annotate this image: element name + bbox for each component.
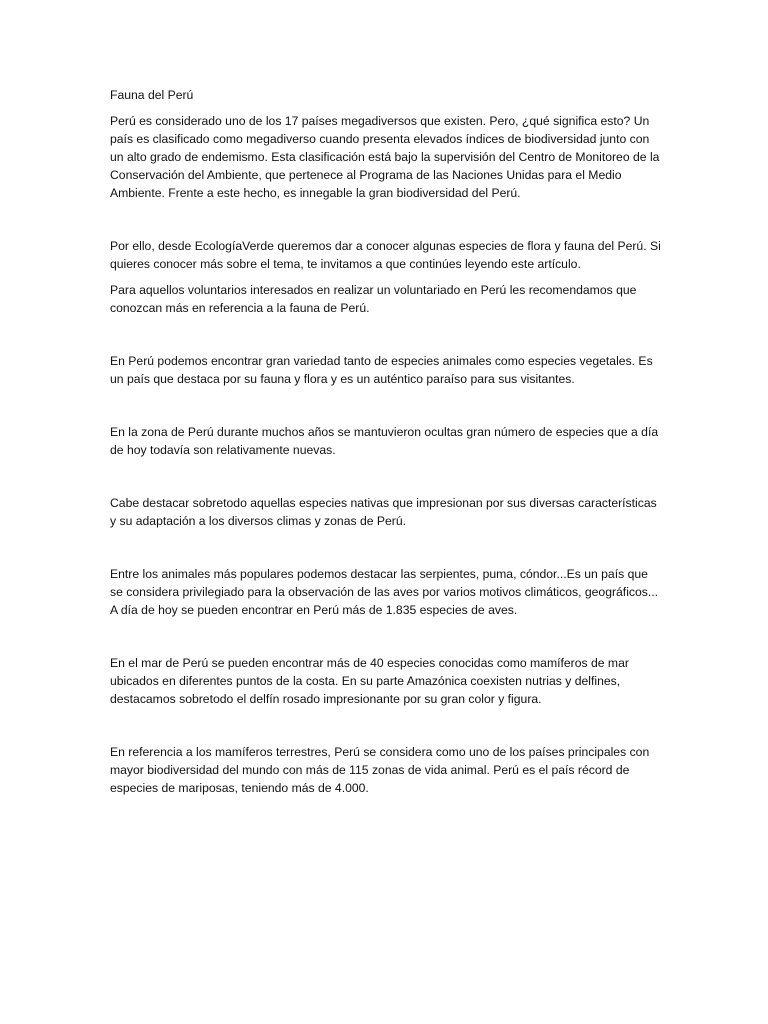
paragraph-native-species: Cabe destacar sobretodo aquellas especies nativas que impresionan por sus diversas características y su adaptación a los diversos climas y zonas de Perú. (110, 496, 657, 528)
paragraph-ecologiaverde: Por ello, desde EcologíaVerde queremos dar a conocer algunas especies de flora y fauna del Perú. Si quieres conocer más sobre el tema, te invitamos a que continúes leyendo este artículo. (110, 239, 661, 271)
document-title: Fauna del Perú (110, 88, 194, 102)
paragraph-hidden-species: En la zona de Perú durante muchos años se mantuvieron ocultas gran número de especies que a día de hoy todavía son relativamente nuevas. (110, 425, 659, 457)
paragraph-popular-animals: Entre los animales más populares podemos destacar las serpientes, puma, cóndor...Es un país que se considera privilegiado para la observación de las aves por varios motivos climáticos, geográficos... A día de hoy se pueden encontrar en Perú más de 1.835 especies de aves. (110, 567, 659, 617)
paragraph-land-mammals: En referencia a los mamíferos terrestres, Perú se considera como uno de los países principales con mayor biodiversidad del mundo con más de 115 zonas de vida animal. Perú es el país récord de especies de mariposas, teniendo más de 4.000. (110, 745, 650, 795)
paragraph-megadiverse: Perú es considerado uno de los 17 países megadiversos que existen. Pero, ¿qué significa esto? Un país es clasificado como megadiverso cuando presenta elevados índices de biodiversidad junto con un alto grado de endemismo. Esta clasificación está bajo la supervisión del Centro de Monitoreo de la Conservación del Ambiente, que pertenece al Programa de las Naciones Unidas para el Medio Ambiente. Frente a este hecho, es innegable la gran biodiversidad del Perú. (110, 114, 660, 200)
paragraph-variety: En Perú podemos encontrar gran variedad tanto de especies animales como especies vegetales. Es un país que destaca por su fauna y flora y es un auténtico paraíso para sus visitantes. (110, 354, 653, 386)
paragraph-volunteers: Para aquellos voluntarios interesados en realizar un voluntariado en Perú les recomendamos que conozcan más en referencia a la fauna de Perú. (110, 283, 637, 315)
paragraph-marine-mammals: En el mar de Perú se pueden encontrar más de 40 especies conocidas como mamíferos de mar ubicados en diferentes puntos de la costa. En su parte Amazónica coexisten nutrias y delfines, destacamos sobretodo el delfín rosado impresionante por su gran color y figura. (110, 656, 629, 706)
document-body (110, 86, 662, 797)
